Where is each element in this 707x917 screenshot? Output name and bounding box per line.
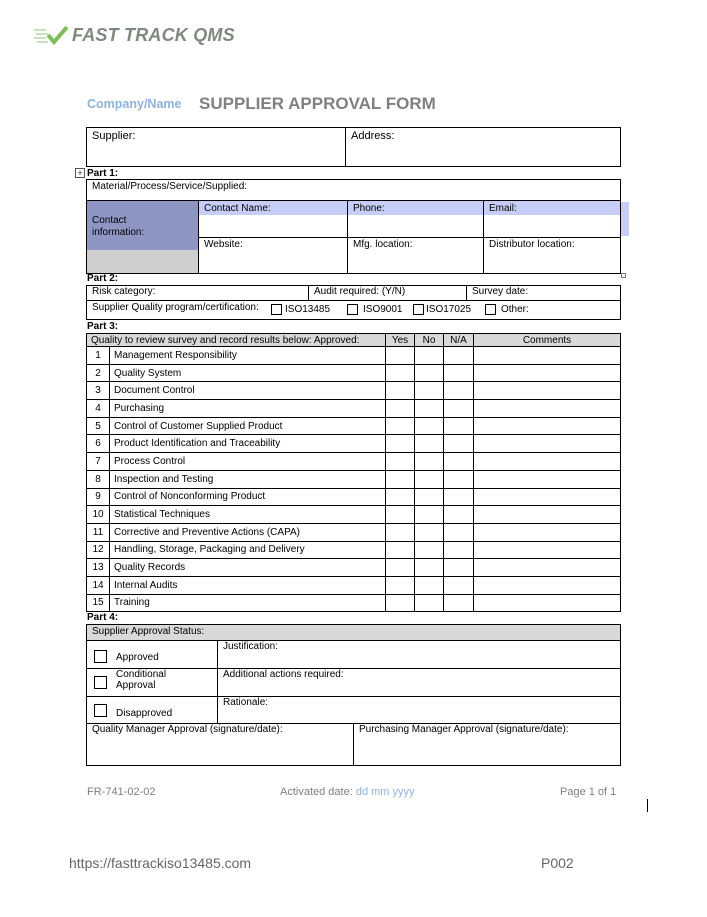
na-cell[interactable] — [444, 435, 474, 453]
item-label: Product Identification and Traceability — [110, 435, 386, 453]
page-code: P002 — [541, 855, 574, 871]
yes-cell[interactable] — [386, 347, 415, 365]
table-row — [87, 400, 621, 418]
comments-cell[interactable] — [474, 417, 621, 435]
option-iso17025[interactable]: ISO17025 — [413, 304, 471, 315]
item-label: Control of Nonconforming Product — [110, 488, 386, 506]
na-cell[interactable] — [444, 347, 474, 365]
item-number: 12 — [87, 541, 110, 559]
table-row — [87, 453, 621, 471]
source-url[interactable]: https://fasttrackiso13485.com — [69, 855, 252, 871]
comments-cell[interactable] — [474, 453, 621, 471]
item-number: 3 — [87, 382, 110, 400]
supplier-address-box — [86, 127, 621, 167]
item-label: Management Responsibility — [110, 347, 386, 365]
col-na: N/A — [444, 334, 474, 347]
yes-cell[interactable] — [386, 488, 415, 506]
na-cell[interactable] — [444, 559, 474, 577]
distributor-label: Distributor location: — [489, 239, 575, 250]
yes-cell[interactable] — [386, 559, 415, 577]
logo-text: FAST TRACK QMS — [72, 24, 235, 45]
company-name: Company/Name — [87, 97, 182, 111]
no-cell[interactable] — [415, 488, 444, 506]
comments-cell[interactable] — [474, 435, 621, 453]
na-cell[interactable] — [444, 453, 474, 471]
yes-cell[interactable] — [386, 435, 415, 453]
comments-cell[interactable] — [474, 488, 621, 506]
table-row — [87, 594, 621, 612]
item-label: Purchasing — [110, 400, 386, 418]
option-iso13485[interactable]: ISO13485 — [271, 304, 330, 315]
yes-cell[interactable] — [386, 576, 415, 594]
part4-heading: Part 4: — [87, 612, 119, 623]
na-cell[interactable] — [444, 488, 474, 506]
na-cell[interactable] — [444, 576, 474, 594]
comments-cell[interactable] — [474, 576, 621, 594]
na-cell[interactable] — [444, 523, 474, 541]
table-row — [87, 470, 621, 488]
na-cell[interactable] — [444, 470, 474, 488]
col-no: No — [415, 334, 444, 347]
no-cell[interactable] — [415, 400, 444, 418]
item-number: 13 — [87, 559, 110, 577]
form-title: SUPPLIER APPROVAL FORM — [199, 94, 436, 113]
text-cursor — [647, 799, 648, 812]
no-cell[interactable] — [415, 417, 444, 435]
item-label: Corrective and Preventive Actions (CAPA) — [110, 523, 386, 541]
item-number: 14 — [87, 576, 110, 594]
comments-cell[interactable] — [474, 400, 621, 418]
disapproved-checkbox[interactable] — [94, 704, 107, 717]
mfg-location-label: Mfg. location: — [353, 239, 413, 250]
option-other[interactable]: Other: — [485, 304, 529, 315]
risk-category-label: Risk category: — [92, 286, 156, 297]
item-label: Process Control — [110, 453, 386, 471]
item-number: 1 — [87, 347, 110, 365]
item-label: Internal Audits — [110, 576, 386, 594]
audit-required-label: Audit required: (Y/N) — [314, 286, 406, 297]
yes-cell[interactable] — [386, 400, 415, 418]
item-number: 7 — [87, 453, 110, 471]
doc-number: FR-741-02-02 — [87, 786, 156, 798]
na-cell[interactable] — [444, 541, 474, 559]
no-cell[interactable] — [415, 559, 444, 577]
table-row — [87, 541, 621, 559]
item-number: 11 — [87, 523, 110, 541]
table-row — [87, 435, 621, 453]
item-label: Statistical Techniques — [110, 506, 386, 524]
table-row — [87, 417, 621, 435]
page-number: Page 1 of 1 — [560, 786, 617, 798]
pm-approval-label: Purchasing Manager Approval (signature/date): — [359, 724, 569, 735]
program-label: Supplier Quality program/certification: — [92, 302, 259, 313]
iso17025-checkbox[interactable] — [413, 304, 424, 315]
activated-date — [280, 786, 415, 798]
logo — [34, 22, 235, 48]
comments-cell[interactable] — [474, 364, 621, 382]
comments-cell[interactable] — [474, 541, 621, 559]
approved-checkbox[interactable] — [94, 650, 107, 663]
iso9001-checkbox[interactable] — [347, 304, 358, 315]
item-label: Training — [110, 594, 386, 612]
item-number: 8 — [87, 470, 110, 488]
item-number: 5 — [87, 417, 110, 435]
survey-date-label: Survey date: — [472, 286, 529, 297]
yes-cell[interactable] — [386, 382, 415, 400]
yes-cell[interactable] — [386, 364, 415, 382]
yes-cell[interactable] — [386, 417, 415, 435]
rationale-label: Rationale: — [223, 697, 269, 708]
address-label: Address: — [351, 130, 395, 142]
comments-cell[interactable] — [474, 470, 621, 488]
no-cell[interactable] — [415, 470, 444, 488]
disapproved-label: Disapproved — [116, 708, 173, 719]
item-number: 9 — [87, 488, 110, 506]
part3-table — [86, 333, 621, 612]
contact-name-label: Contact Name: — [204, 203, 271, 214]
item-label: Document Control — [110, 382, 386, 400]
item-label: Quality System — [110, 364, 386, 382]
review-label: Quality to review survey and record results below: Approved: — [87, 334, 386, 347]
website-label: Website: — [204, 239, 243, 250]
logo-check-icon — [34, 24, 68, 46]
na-cell[interactable] — [444, 400, 474, 418]
contact-info-label: Contact information: — [92, 215, 145, 238]
status-label: Supplier Approval Status: — [92, 626, 205, 637]
item-label: Quality Records — [110, 559, 386, 577]
part3-heading: Part 3: — [87, 321, 119, 332]
table-row — [87, 576, 621, 594]
option-iso9001[interactable]: ISO9001 — [347, 304, 402, 315]
table-row — [87, 559, 621, 577]
no-cell[interactable] — [415, 347, 444, 365]
na-cell[interactable] — [444, 417, 474, 435]
item-number: 4 — [87, 400, 110, 418]
item-number: 10 — [87, 506, 110, 524]
comments-cell[interactable] — [474, 523, 621, 541]
part2-heading: Part 2: — [87, 273, 119, 284]
supplier-label: Supplier: — [92, 130, 136, 142]
other-checkbox[interactable] — [485, 304, 496, 315]
item-number: 6 — [87, 435, 110, 453]
na-cell[interactable] — [444, 594, 474, 612]
col-yes: Yes — [386, 334, 415, 347]
na-cell[interactable] — [444, 364, 474, 382]
comments-cell[interactable] — [474, 382, 621, 400]
comments-cell[interactable] — [474, 347, 621, 365]
comments-cell[interactable] — [474, 594, 621, 612]
part4-table — [86, 624, 621, 766]
justification-label: Justification: — [223, 641, 279, 652]
table-row — [87, 347, 621, 365]
table-resize-handle[interactable] — [621, 273, 626, 278]
conditional-label: Conditional Approval — [116, 669, 167, 691]
table-row — [87, 382, 621, 400]
no-cell[interactable] — [415, 435, 444, 453]
table-move-handle-icon[interactable]: + — [75, 168, 85, 178]
comments-cell[interactable] — [474, 559, 621, 577]
item-label: Control of Customer Supplied Product — [110, 417, 386, 435]
iso13485-checkbox[interactable] — [271, 304, 282, 315]
no-cell[interactable] — [415, 506, 444, 524]
no-cell[interactable] — [415, 541, 444, 559]
comments-cell[interactable] — [474, 506, 621, 524]
col-comments: Comments — [474, 334, 621, 347]
conditional-checkbox[interactable] — [94, 676, 107, 689]
activated-label: Activated date: — [280, 786, 353, 798]
qm-approval-label: Quality Manager Approval (signature/date): — [92, 724, 283, 735]
no-cell[interactable] — [415, 364, 444, 382]
na-cell[interactable] — [444, 506, 474, 524]
yes-cell[interactable] — [386, 506, 415, 524]
no-cell[interactable] — [415, 382, 444, 400]
material-label: Material/Process/Service/Supplied: — [92, 181, 248, 192]
part2-table — [86, 285, 621, 320]
yes-cell[interactable] — [386, 523, 415, 541]
yes-cell[interactable] — [386, 594, 415, 612]
table-row — [87, 364, 621, 382]
no-cell[interactable] — [415, 594, 444, 612]
na-cell[interactable] — [444, 382, 474, 400]
part1-heading: Part 1: — [87, 168, 119, 179]
no-cell[interactable] — [415, 576, 444, 594]
yes-cell[interactable] — [386, 541, 415, 559]
no-cell[interactable] — [415, 453, 444, 471]
approved-label: Approved — [116, 652, 159, 663]
email-label: Email: — [489, 203, 517, 214]
item-number: 2 — [87, 364, 110, 382]
item-label: Inspection and Testing — [110, 470, 386, 488]
no-cell[interactable] — [415, 523, 444, 541]
yes-cell[interactable] — [386, 470, 415, 488]
part1-table — [86, 179, 621, 274]
table-row — [87, 506, 621, 524]
item-label: Handling, Storage, Packaging and Delivery — [110, 541, 386, 559]
activated-value: dd mm yyyy — [355, 786, 415, 798]
table-row — [87, 488, 621, 506]
additional-actions-label: Additional actions required: — [223, 669, 344, 680]
table-row — [87, 523, 621, 541]
item-number: 15 — [87, 594, 110, 612]
phone-label: Phone: — [353, 203, 385, 214]
yes-cell[interactable] — [386, 453, 415, 471]
